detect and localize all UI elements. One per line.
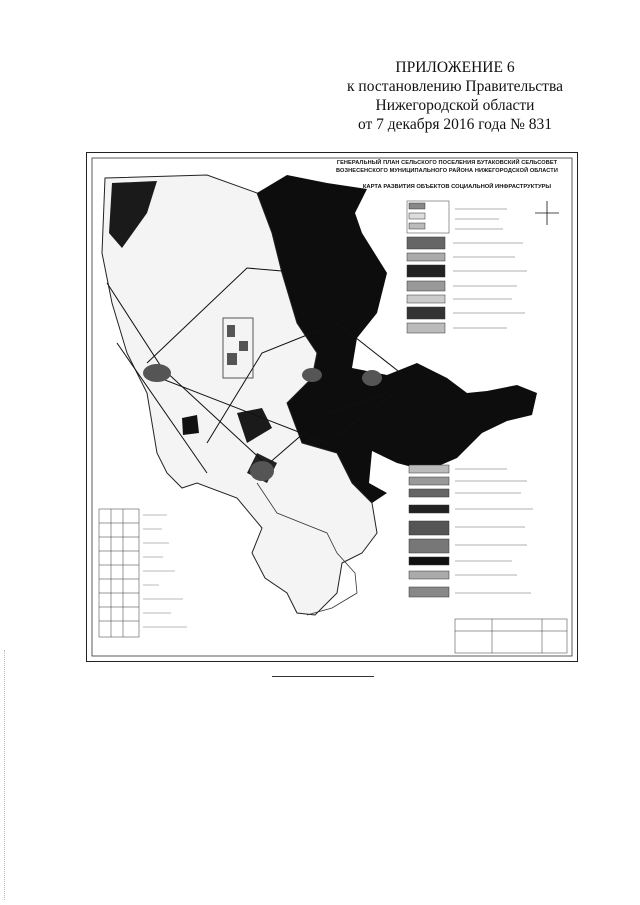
appendix-region-line: Нижегородской области xyxy=(375,97,535,114)
appendix-decree-line: к постановлению Правительства xyxy=(347,78,563,95)
appendix-title: ПРИЛОЖЕНИЕ 6 xyxy=(395,59,515,76)
legend-upper xyxy=(407,201,449,333)
legend-lower-text xyxy=(455,469,533,593)
legend-upper-text xyxy=(453,209,527,328)
map-title-line1: ГЕНЕРАЛЬНЫЙ ПЛАН СЕЛЬСКОГО ПОСЕЛЕНИЯ БУТАКОВСКИЙ СЕЛЬСОВЕТ xyxy=(336,160,558,166)
map-title-line2: ВОЗНЕСЕНСКОГО МУНИЦИПАЛЬНОГО РАЙОНА НИЖЕГОРОДСКОЙ ОБЛАСТИ xyxy=(336,168,558,174)
legend-left-text xyxy=(143,515,187,627)
appendix-date-line: от 7 декабря 2016 года № 831 xyxy=(357,116,553,133)
map-title xyxy=(323,159,571,175)
appendix-header xyxy=(330,58,580,134)
signature-rule xyxy=(272,676,374,677)
north-arrow-icon xyxy=(535,201,559,225)
map-subtitle: КАРТА РАЗВИТИЯ ОБЪЕКТОВ СОЦИАЛЬНОЙ ИНФРАСТРУКТУРЫ xyxy=(362,184,552,190)
legend-lower xyxy=(409,465,449,597)
scan-edge-line xyxy=(4,650,6,900)
forest-patch-small xyxy=(182,415,199,435)
map-sheet xyxy=(86,152,578,662)
legend-left-table xyxy=(99,509,139,637)
title-block xyxy=(455,619,567,653)
map-drawing xyxy=(87,153,577,661)
